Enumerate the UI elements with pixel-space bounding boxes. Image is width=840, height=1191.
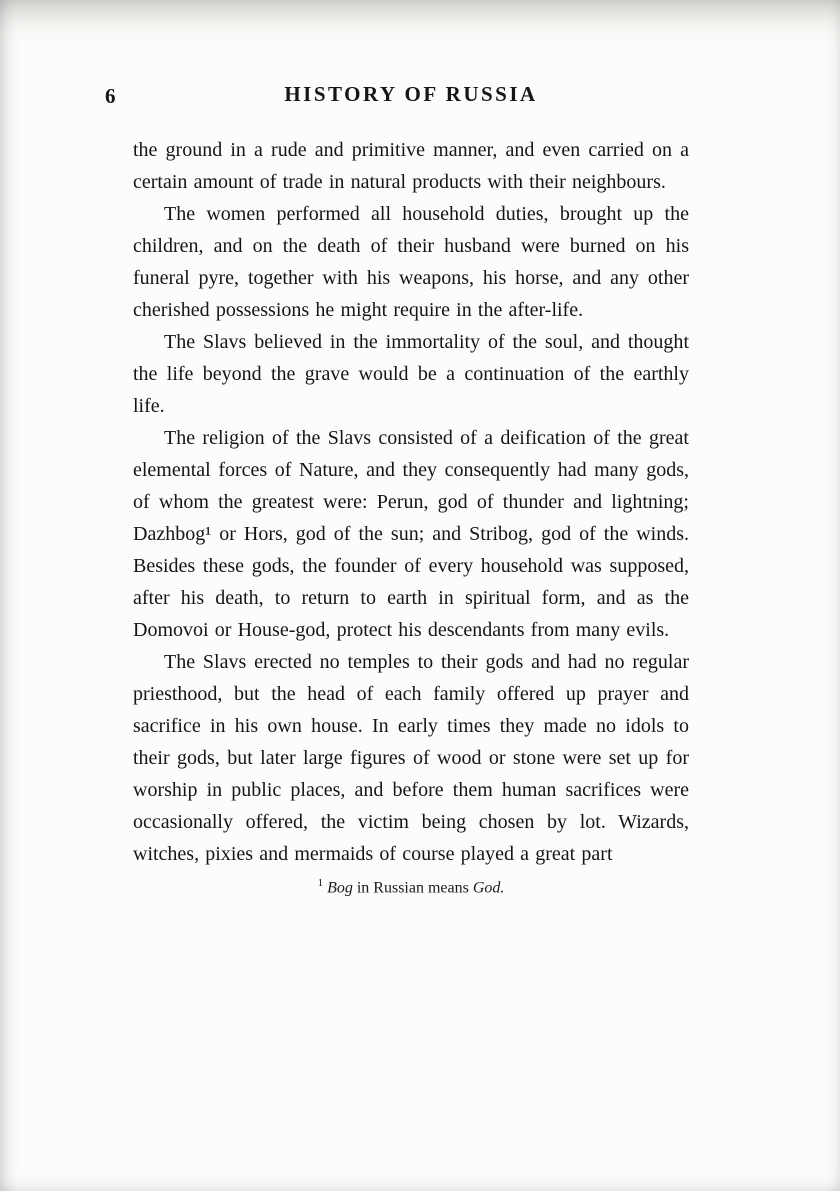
page-header (105, 82, 689, 112)
running-title: HISTORY OF RUSSIA (284, 82, 538, 106)
paragraph: The Slavs erected no temples to their gods and had no regular priesthood, but the head of each family offered up prayer and sacrifice in his own house. In early times they made no idols to their gods, but later large figures of wood or stone were set up for worship in public places, and before them human sacrifices were occasionally offered, the victim being chosen by lot. Wizards, witches, pixies and mermaids of course played a great part (133, 651, 689, 865)
paragraph: The Slavs believed in the immortality of the soul, and thought the life beyond the grave would be a continuation of the earthly life. (133, 331, 689, 417)
footnote (133, 877, 689, 897)
footnote-text: in Russian means (356, 879, 469, 897)
paragraph: The religion of the Slavs consisted of a deification of the great elemental forces of Nature, and they consequently had many gods, of whom the greatest were: Perun, god of thunder and lightning; Dazhbog¹ or Hors, god of the sun; and Stribog, god of the winds. Besides these gods, the founder of every household was supposed, after his death, to return to earth in spiritual form, and as the Domovoi or House-god, protect his descendants from many evils. (133, 427, 689, 641)
paragraph: The women performed all household duties, brought up the children, and on the death of their husband were burned on his funeral pyre, together with his weapons, his horse, and any other cherished possessions he might require in the after-life. (133, 203, 689, 321)
footnote-italic-term: Bog (327, 879, 353, 897)
page-number: 6 (105, 84, 117, 108)
footnote-marker: 1 (317, 877, 324, 889)
footnote-italic-term: God. (472, 879, 505, 897)
paragraph: the ground in a rude and primitive manner, and even carried on a certain amount of trade in natural products with their neighbours. (133, 139, 689, 193)
body-text (133, 134, 689, 870)
page-content (105, 82, 689, 897)
